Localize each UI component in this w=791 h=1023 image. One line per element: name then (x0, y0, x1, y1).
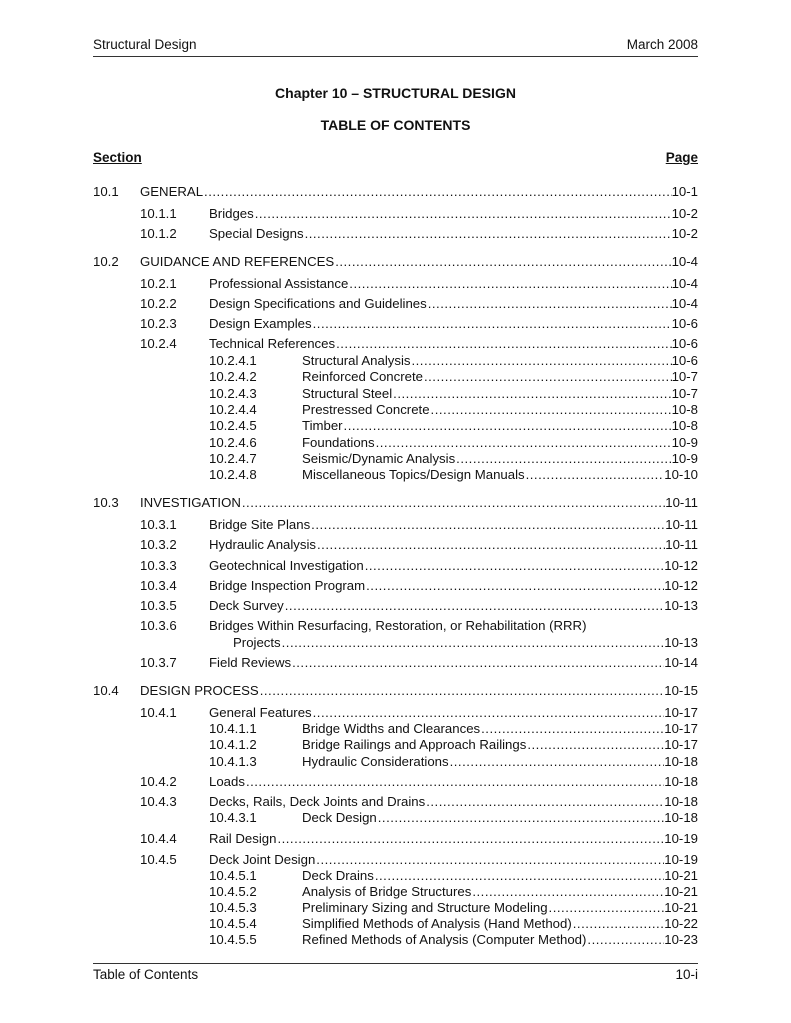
toc-entry-number: 10.2.2 (140, 296, 177, 311)
toc-entry-title: Professional Assistance (209, 276, 349, 291)
toc-entry[interactable] (0, 557, 791, 574)
toc-entry-continuation (233, 634, 698, 651)
toc-entry-page: 10-17 (664, 737, 698, 752)
header-title: Structural Design (93, 37, 197, 52)
dot-leader (374, 867, 664, 884)
dot-leader (425, 793, 664, 810)
toc-entry[interactable] (0, 536, 791, 553)
toc-entry[interactable] (0, 654, 791, 671)
toc-entry-number: 10.3.2 (140, 537, 177, 552)
toc-entry-page: 10-14 (664, 655, 698, 670)
toc-entry-number: 10.3.1 (140, 517, 177, 532)
toc-entry[interactable] (0, 597, 791, 614)
toc-entry[interactable] (0, 368, 791, 385)
toc-entry-title: Refined Methods of Analysis (Computer Method) (302, 932, 587, 947)
toc-entry-line (209, 704, 698, 721)
dot-leader (525, 466, 665, 483)
toc-entry[interactable] (0, 682, 791, 699)
toc-entry-title: General Features (209, 705, 312, 720)
dot-leader (316, 536, 665, 553)
toc-entry-title: Design Specifications and Guidelines (209, 296, 427, 311)
dot-leader (334, 253, 671, 270)
toc-entry-title: Analysis of Bridge Structures (302, 884, 472, 899)
toc-entry-page: 10-19 (664, 852, 698, 867)
dot-leader (455, 450, 671, 467)
toc-entry-title: Deck Survey (209, 598, 284, 613)
toc-entry-line (209, 516, 698, 533)
toc-entry-number: 10.2.3 (140, 316, 177, 331)
dot-leader (291, 654, 664, 671)
dot-leader (449, 753, 665, 770)
dot-leader (375, 434, 672, 451)
toc-entry[interactable] (0, 335, 791, 352)
toc-entry-page: 10-10 (664, 467, 698, 482)
toc-entry-number: 10.2.4.3 (209, 386, 257, 401)
toc-entry-line (302, 434, 698, 451)
toc-entry[interactable] (0, 385, 791, 402)
dot-leader (365, 577, 664, 594)
toc-entry[interactable] (0, 617, 791, 650)
toc-entry-line (209, 275, 698, 292)
dot-leader (335, 335, 672, 352)
toc-entry-line (302, 899, 698, 916)
toc-entry-line (302, 883, 698, 900)
dot-leader (430, 401, 672, 418)
dot-leader (480, 720, 664, 737)
toc-entry-line (209, 536, 698, 553)
toc-entry-line (302, 352, 698, 369)
toc-entry-line (302, 915, 698, 932)
toc-entry-page: 10-4 (671, 254, 698, 269)
toc-entry-line (302, 809, 698, 826)
toc-entry-title: Bridge Inspection Program (209, 578, 366, 593)
dot-leader (471, 883, 664, 900)
toc-entry-number: 10.4.1 (140, 705, 177, 720)
toc-entry-page: 10-18 (664, 754, 698, 769)
toc-entry-page: 10-13 (664, 635, 698, 650)
toc-entry-line (140, 183, 698, 200)
toc-entry-page: 10-21 (664, 868, 698, 883)
toc-entry-line (209, 205, 698, 222)
toc-entry-number: 10.3.5 (140, 598, 177, 613)
toc-entry[interactable] (0, 183, 791, 200)
toc-entry-title: GUIDANCE AND REFERENCES (140, 254, 335, 269)
toc-entry-page: 10-11 (665, 537, 698, 552)
toc-entry-page: 10-2 (671, 226, 698, 241)
toc-entry-line (209, 225, 698, 242)
dot-leader (586, 931, 664, 948)
toc-entry-page: 10-8 (671, 402, 698, 417)
toc-entry[interactable] (0, 516, 791, 533)
dot-leader (254, 205, 672, 222)
toc-entry-line (302, 417, 698, 434)
toc-entry[interactable] (0, 205, 791, 222)
toc-entry-page: 10-9 (671, 451, 698, 466)
toc-entry-title: Prestressed Concrete (302, 402, 430, 417)
toc-entry-number: 10.3.3 (140, 558, 177, 573)
dot-leader (526, 736, 664, 753)
toc-entry-page: 10-12 (664, 558, 698, 573)
toc-entry-page: 10-7 (671, 386, 698, 401)
toc-entry-title: Foundations (302, 435, 375, 450)
toc-entry-title: Seismic/Dynamic Analysis (302, 451, 456, 466)
toc-entry-number: 10.2.4.5 (209, 418, 257, 433)
toc-entry-page: 10-17 (664, 705, 698, 720)
dot-leader (281, 634, 665, 651)
toc-entry-title: Structural Steel (302, 386, 393, 401)
toc-entry-line (209, 851, 698, 868)
toc-entry-number: 10.1 (93, 184, 119, 199)
toc-entry-page: 10-22 (664, 916, 698, 931)
toc-entry-line (209, 315, 698, 332)
toc-entry-title: Field Reviews (209, 655, 292, 670)
toc-entry-title: Bridge Site Plans (209, 517, 311, 532)
toc-entry-page: 10-19 (664, 831, 698, 846)
dot-leader (377, 809, 665, 826)
toc-entry-title: INVESTIGATION (140, 495, 241, 510)
section-column-label: Section (93, 150, 142, 165)
toc-entry[interactable] (0, 851, 791, 868)
toc-entry-number: 10.4.5 (140, 852, 177, 867)
toc-entry-title: Timber (302, 418, 343, 433)
dot-leader (276, 830, 664, 847)
toc-entry-title: Rail Design (209, 831, 277, 846)
toc-entry[interactable] (0, 883, 791, 900)
toc-entry-number: 10.2 (93, 254, 119, 269)
toc-entry-page: 10-12 (664, 578, 698, 593)
toc-entry-number: 10.4.5.3 (209, 900, 257, 915)
toc-entry-title: Geotechnical Investigation (209, 558, 364, 573)
chapter-title: Chapter 10 – STRUCTURAL DESIGN (275, 85, 516, 101)
toc-entry-number: 10.4.1.3 (209, 754, 257, 769)
toc-entry-page: 10-11 (665, 495, 698, 510)
toc-entry-number: 10.2.4.8 (209, 467, 257, 482)
toc-entry-line (209, 557, 698, 574)
dot-leader (343, 417, 672, 434)
toc-entry[interactable] (0, 915, 791, 932)
toc-entry-page: 10-1 (671, 184, 698, 199)
dot-leader (310, 516, 665, 533)
toc-entry-line (302, 368, 698, 385)
toc-entry-title: Bridges Within Resurfacing, Restoration, or Rehabilitation (RRR) (209, 618, 587, 633)
toc-entry-page: 10-6 (671, 316, 698, 331)
toc-entry-title: Simplified Methods of Analysis (Hand Method) (302, 916, 572, 931)
toc-entry-line (302, 931, 698, 948)
toc-entry-page: 10-2 (671, 206, 698, 221)
toc-entry[interactable] (0, 720, 791, 737)
toc-entry-page: 10-6 (671, 336, 698, 351)
toc-entry-page: 10-4 (671, 276, 698, 291)
toc-entry-number: 10.2.4.6 (209, 435, 257, 450)
dot-leader (364, 557, 665, 574)
toc-entry[interactable] (0, 577, 791, 594)
toc-entry-line (209, 597, 698, 614)
toc-entry[interactable] (0, 466, 791, 483)
toc-entry-number: 10.2.4.7 (209, 451, 257, 466)
toc-entry-line (209, 335, 698, 352)
dot-leader (548, 899, 665, 916)
footer-label: Table of Contents (93, 967, 199, 982)
toc-entry-line (209, 654, 698, 671)
toc-entry-number: 10.2.4.1 (209, 353, 257, 368)
toc-entry-line (140, 494, 698, 511)
dot-leader (315, 851, 664, 868)
header-rule (93, 56, 698, 57)
toc-entry-number: 10.4.5.4 (209, 916, 257, 931)
header-date: March 2008 (626, 37, 698, 52)
toc-entry-title: Deck Design (302, 810, 377, 825)
toc-entry-number: 10.4.2 (140, 774, 177, 789)
toc-entry-line (140, 253, 698, 270)
toc-entry-number: 10.3 (93, 495, 119, 510)
toc-entry[interactable] (0, 417, 791, 434)
toc-entry-page: 10-18 (664, 794, 698, 809)
dot-leader (259, 682, 665, 699)
toc-entry-line (209, 793, 698, 810)
toc-title: TABLE OF CONTENTS (320, 117, 471, 133)
footer-rule (93, 963, 698, 964)
toc-entry-title: Hydraulic Considerations (302, 754, 449, 769)
toc-entry-title: GENERAL (140, 184, 204, 199)
toc-entry-line (302, 867, 698, 884)
dot-leader (245, 773, 664, 790)
toc-entry[interactable] (0, 253, 791, 270)
toc-entry-title: Technical References (209, 336, 336, 351)
toc-entry[interactable] (0, 275, 791, 292)
toc-entry-title: Structural Analysis (302, 353, 411, 368)
toc-entry-number: 10.4.1.2 (209, 737, 257, 752)
toc-entry-page: 10-11 (665, 517, 698, 532)
toc-entry-page: 10-6 (671, 353, 698, 368)
toc-entry-number: 10.4.5.2 (209, 884, 257, 899)
toc-entry-page: 10-21 (664, 884, 698, 899)
toc-entry-page: 10-4 (671, 296, 698, 311)
toc-entry[interactable] (0, 295, 791, 312)
toc-entry[interactable] (0, 494, 791, 511)
toc-entry-page: 10-9 (671, 435, 698, 450)
toc-entry[interactable] (0, 867, 791, 884)
toc-entry-number: 10.4.5.5 (209, 932, 257, 947)
toc-entry-number: 10.2.4.4 (209, 402, 257, 417)
toc-entry[interactable] (0, 736, 791, 753)
toc-entry[interactable] (0, 773, 791, 790)
toc-entry-line (209, 577, 698, 594)
footer-page-number: 10-i (675, 967, 698, 982)
page-column-label: Page (665, 150, 698, 165)
dot-leader (410, 352, 671, 369)
toc-entry-title: Deck Drains (302, 868, 374, 883)
toc-entry-number: 10.2.1 (140, 276, 177, 291)
toc-entry[interactable] (0, 450, 791, 467)
dot-leader (348, 275, 671, 292)
toc-entry[interactable] (0, 704, 791, 721)
toc-entry-line (209, 830, 698, 847)
toc-entry[interactable] (0, 352, 791, 369)
toc-entry-page: 10-17 (664, 721, 698, 736)
toc-entry-line (302, 736, 698, 753)
toc-entry-title: Deck Joint Design (209, 852, 316, 867)
toc-entry-title: Hydraulic Analysis (209, 537, 317, 552)
toc-entry-number: 10.2.4 (140, 336, 177, 351)
toc-entry-title-continued: Projects (233, 635, 281, 650)
toc-entry[interactable] (0, 434, 791, 451)
dot-leader (312, 315, 672, 332)
dot-leader (423, 368, 672, 385)
toc-entry-page: 10-18 (664, 810, 698, 825)
toc-entry[interactable] (0, 401, 791, 418)
toc-entry-title: Special Designs (209, 226, 304, 241)
toc-entry-title: Decks, Rails, Deck Joints and Drains (209, 794, 426, 809)
toc-entry[interactable] (0, 793, 791, 810)
toc-entry-number: 10.1.2 (140, 226, 177, 241)
toc-entry-title: DESIGN PROCESS (140, 683, 259, 698)
toc-entry-line (302, 720, 698, 737)
dot-leader (241, 494, 665, 511)
toc-entry-number: 10.4.1.1 (209, 721, 257, 736)
toc-entry-number: 10.4.5.1 (209, 868, 257, 883)
dot-leader (312, 704, 665, 721)
toc-entry-title: Loads (209, 774, 245, 789)
toc-entry-number: 10.1.1 (140, 206, 177, 221)
toc-entry-number: 10.2.4.2 (209, 369, 257, 384)
toc-entry[interactable] (0, 931, 791, 948)
toc-entry-title: Design Examples (209, 316, 312, 331)
toc-entry-page: 10-7 (671, 369, 698, 384)
toc-entry-number: 10.3.6 (140, 618, 177, 633)
toc-entry-title: Bridge Widths and Clearances (302, 721, 481, 736)
toc-entry-page: 10-15 (664, 683, 698, 698)
toc-entry-line (302, 450, 698, 467)
toc-entry[interactable] (0, 753, 791, 770)
dot-leader (572, 915, 665, 932)
toc-entry-number: 10.3.7 (140, 655, 177, 670)
toc-entry-title: Bridges (209, 206, 254, 221)
toc-entry-title: Reinforced Concrete (302, 369, 423, 384)
toc-entry-line (140, 682, 698, 699)
toc-entry-line (302, 385, 698, 402)
toc-entry[interactable] (0, 225, 791, 242)
toc-entry-page: 10-18 (664, 774, 698, 789)
toc-entry-page: 10-23 (664, 932, 698, 947)
toc-entry-page: 10-13 (664, 598, 698, 613)
toc-entry-number: 10.4 (93, 683, 119, 698)
toc-entry-title: Miscellaneous Topics/Design Manuals (302, 467, 525, 482)
toc-entry-title: Bridge Railings and Approach Railings (302, 737, 527, 752)
toc-entry[interactable] (0, 899, 791, 916)
toc-entry-number: 10.4.3.1 (209, 810, 257, 825)
dot-leader (203, 183, 672, 200)
dot-leader (392, 385, 671, 402)
toc-entry[interactable] (0, 315, 791, 332)
toc-entry-line (209, 295, 698, 312)
toc-entry[interactable] (0, 809, 791, 826)
toc-entry[interactable] (0, 830, 791, 847)
toc-entry-number: 10.3.4 (140, 578, 177, 593)
toc-entry-line (302, 401, 698, 418)
toc-entry-number: 10.4.4 (140, 831, 177, 846)
toc-entry-line (302, 753, 698, 770)
toc-entry-number: 10.4.3 (140, 794, 177, 809)
toc-entry-line (209, 773, 698, 790)
toc-entry-page: 10-8 (671, 418, 698, 433)
toc-entry-title: Preliminary Sizing and Structure Modeling (302, 900, 548, 915)
dot-leader (304, 225, 672, 242)
dot-leader (427, 295, 672, 312)
toc-entry-line (302, 466, 698, 483)
toc-entry-page: 10-21 (664, 900, 698, 915)
dot-leader (284, 597, 665, 614)
